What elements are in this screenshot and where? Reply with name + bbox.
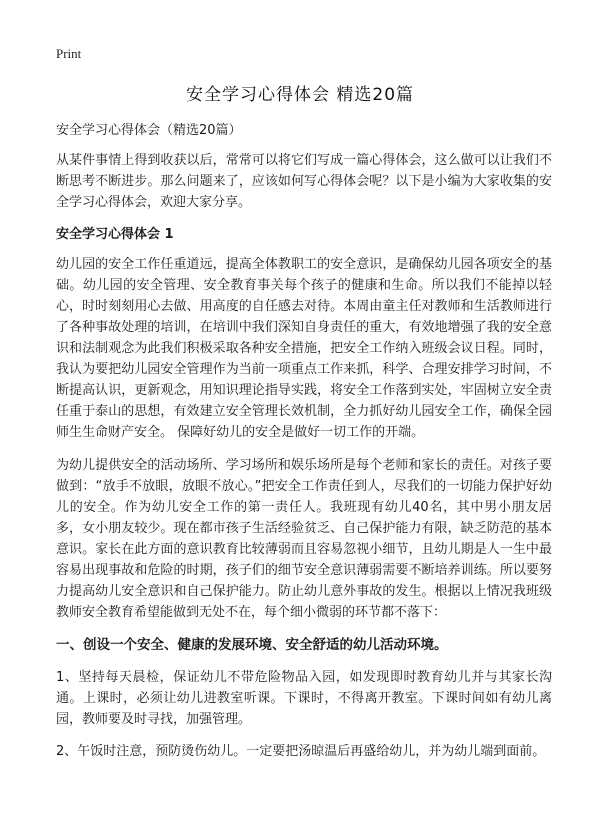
article-body bbox=[56, 120, 552, 773]
article-subtitle: 安全学习心得体会（精选20篇） bbox=[56, 123, 242, 138]
body-paragraph-1: 幼儿园的安全工作任重道远，提高全体教职工的安全意识，是确保幼儿园各项安全的基础。幼儿园的安全管理、安全教育事关每个孩子的健康和生命。所以我们不能掉以轻心，时时刻刻用心去做、用高度的自任感去对待。本周由童主任对教师和生活教师进行了各种事故处理的培训，在培训中我们深知自身责任的重大，有效地增强了我的安全意识和法制观念为此我们积极采取各种安全措施，把安全工作纳入班级会议日程。同时，我认为要把幼儿园安全管理作为当前一项重点工作来抓，科学、合理安排学习时间，不断提高认识，更新观念，用知识理论指导实践，将安全工作落到实处，牢固树立安全责任重于泰山的思想，有效建立安全管理长效机制，全力抓好幼儿园安全工作，确保全园师生生命财产安全。 保障好幼儿的安全是做好一切工作的开端。 bbox=[56, 257, 552, 440]
subsection-heading: 一、创设一个安全、健康的发展环境、安全舒适的幼儿活动环境。 bbox=[56, 637, 448, 653]
list-item-1: 1、坚持每天晨检，保证幼儿不带危险物品入园，如发现即时教育幼儿并与其家长沟通。上课时，必须让幼儿进教室听课。下课时，不得离开教室。下课时间如有幼儿离园，教师要及时寻找，加强管理。 bbox=[56, 670, 552, 727]
body-paragraph-2: 为幼儿提供安全的活动场所、学习场所和娱乐场所是每个老师和家长的责任。对孩子要做到：“放手不放眼，放眼不放心。”把安全工作责任到人，尽我们的一切能力保护好幼儿的安全。作为幼儿安全工作的第一责任人。我班现有幼儿40名，其中男小朋友居多，女小朋友较少。现在都市孩子生活经验贫乏、自己保护能力有限，缺乏防范的基本意识。家长在此方面的意识教育比较薄弱而且容易忽视小细节，且幼儿期是人一生中最容易出现事故和危险的时期，孩子们的细节安全意识薄弱需要不断培养训练。所以要努力提高幼儿安全意识和自己保护能力。防止幼儿意外事故的发生。根据以上情况我班级教师安全教育希望能做到无处不在，每个细小微弱的环节都不落下： bbox=[56, 458, 552, 620]
section-heading: 安全学习心得体会 1 bbox=[56, 227, 174, 242]
print-link[interactable]: Print bbox=[56, 46, 82, 61]
page-title: 安全学习心得体会 精选20篇 bbox=[185, 85, 415, 105]
intro-paragraph: 从某件事情上得到收获以后，常常可以将它们写成一篇心得体会，这么做可以让我们不断思考不断进步。那么问题来了，应该如何写心得体会呢？以下是小编为大家收集的安全学习心得体会，欢迎大家分享。 bbox=[56, 153, 552, 210]
list-item-2: 2、午饭时注意，预防烫伤幼儿。一定要把汤晾温后再盛给幼儿，并为幼儿端到面前。 bbox=[56, 744, 546, 759]
